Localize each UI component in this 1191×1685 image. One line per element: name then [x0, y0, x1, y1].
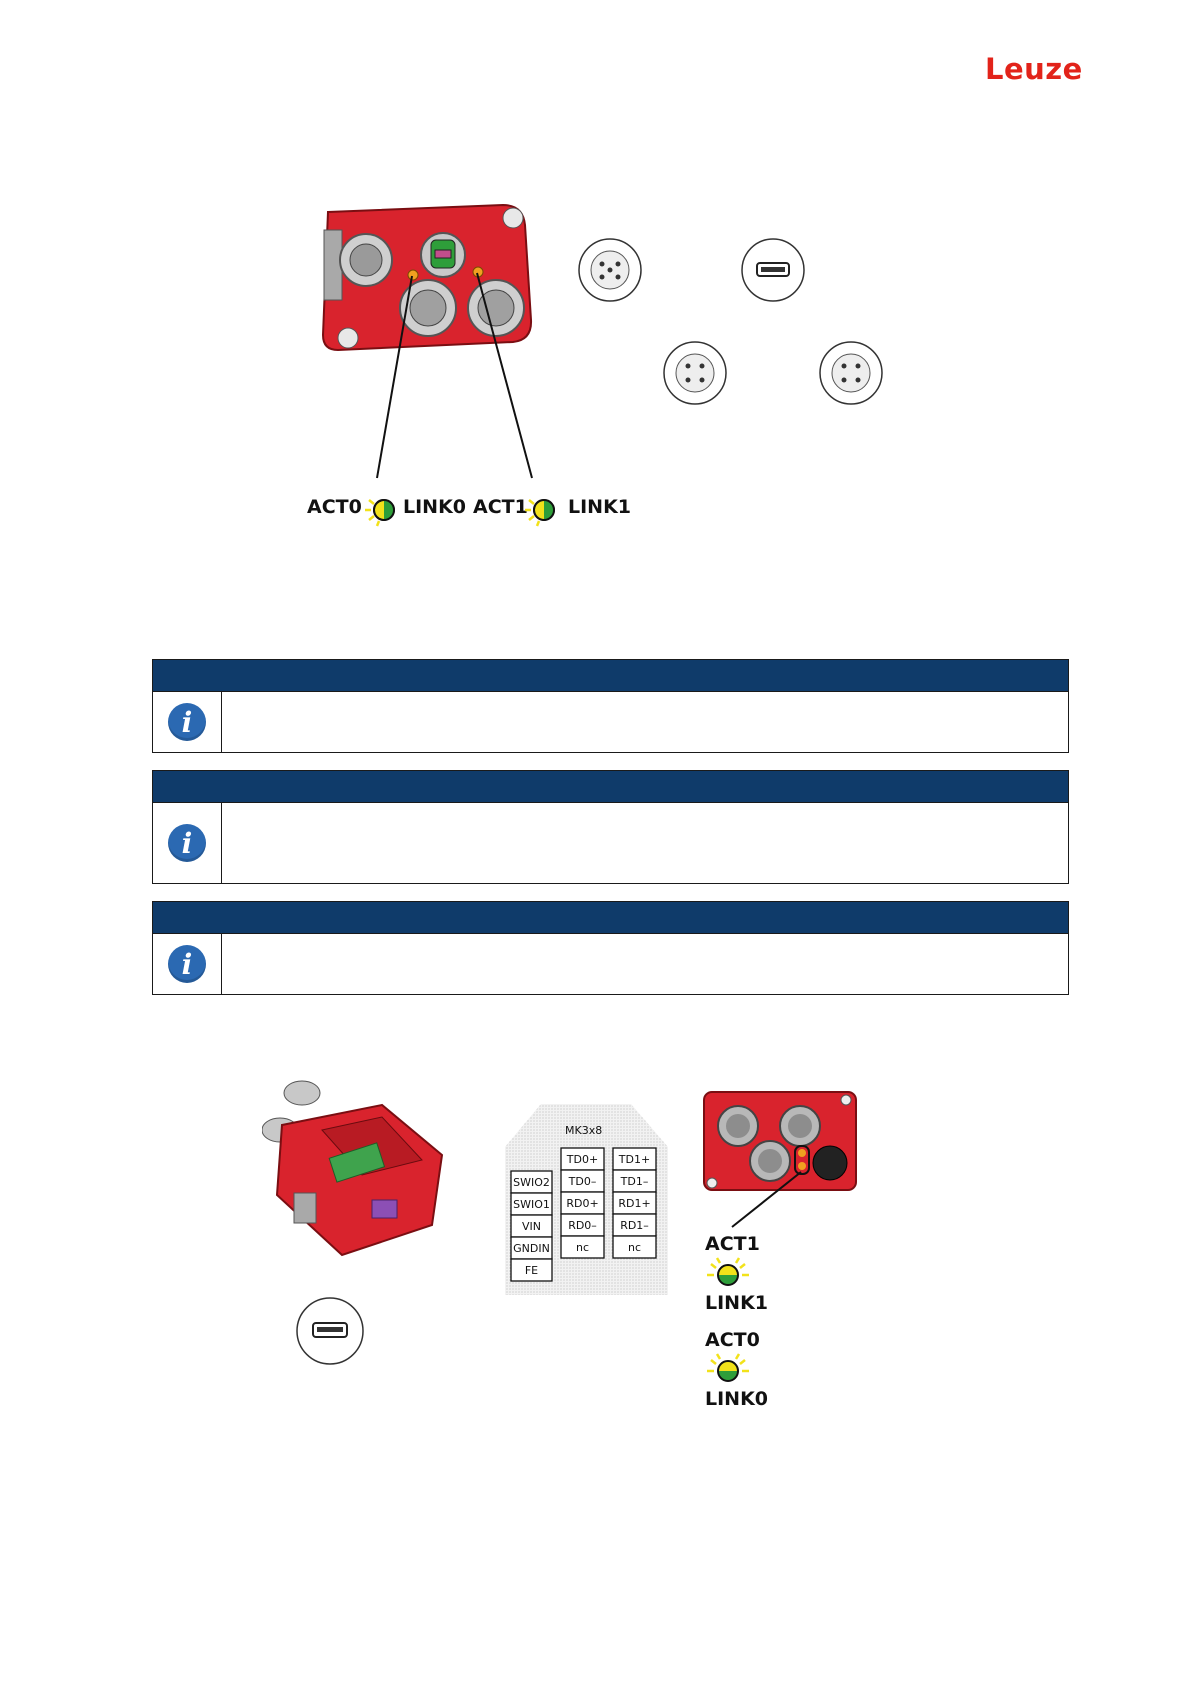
- led-leader-lines: [360, 260, 580, 490]
- led-label-act0: ACT0: [307, 496, 362, 518]
- terminal-block-title: MK3x8: [565, 1124, 603, 1137]
- device-open-housing-illustration: [262, 1075, 452, 1265]
- info-icon: i: [168, 945, 206, 983]
- info-icon: i: [168, 703, 206, 741]
- brand-logo: Leuze: [985, 52, 1083, 86]
- connector-pinout-icon: [662, 340, 728, 406]
- terminal-label: nc: [575, 1241, 590, 1254]
- note-header-bar: [153, 902, 1068, 934]
- note-header-bar: [153, 771, 1068, 803]
- connector-pinout-icon: [818, 340, 884, 406]
- terminal-label: RD0+: [566, 1197, 599, 1210]
- terminal-block-diagram: [503, 1102, 668, 1297]
- terminal-label: GNDIN: [513, 1242, 550, 1255]
- note-header-bar: [153, 660, 1068, 692]
- terminal-label: SWIO1: [513, 1198, 550, 1211]
- led-label-act1: ACT1: [473, 496, 528, 518]
- terminal-label: nc: [627, 1241, 642, 1254]
- terminal-label: RD1–: [620, 1219, 649, 1232]
- note-text: [222, 803, 1068, 883]
- led-label-act0: ACT0: [705, 1329, 760, 1351]
- note-text: [222, 934, 1068, 994]
- led-leader-line: [726, 1170, 806, 1230]
- note-box: [152, 901, 1069, 995]
- terminal-label: RD1+: [618, 1197, 651, 1210]
- terminal-label: SWIO2: [513, 1176, 550, 1189]
- note-box: [152, 770, 1069, 884]
- usb-port-icon: [740, 237, 806, 303]
- note-box: [152, 659, 1069, 753]
- led-label-link1: LINK1: [568, 496, 632, 518]
- info-icon: i: [168, 824, 206, 862]
- led-label-link1: LINK1: [705, 1292, 769, 1314]
- led-indicator-icon: [363, 490, 403, 530]
- usb-port-icon: [295, 1296, 365, 1366]
- terminal-label: TD1–: [620, 1175, 649, 1188]
- terminal-label: RD0–: [568, 1219, 597, 1232]
- led-label-act1: ACT1: [705, 1233, 760, 1255]
- led-label-link0: LINK0: [403, 496, 467, 518]
- terminal-label: TD1+: [618, 1153, 651, 1166]
- connector-pinout-icon: [577, 237, 643, 303]
- terminal-label: TD0+: [566, 1153, 599, 1166]
- terminal-label: FE: [524, 1264, 539, 1277]
- terminal-label: VIN: [522, 1220, 541, 1233]
- led-indicator-icon: [705, 1351, 751, 1387]
- terminal-label: TD0–: [568, 1175, 597, 1188]
- note-text: [222, 692, 1068, 752]
- led-indicator-icon: [705, 1255, 751, 1291]
- led-label-link0: LINK0: [705, 1388, 769, 1410]
- led-indicator-icon: [523, 490, 563, 530]
